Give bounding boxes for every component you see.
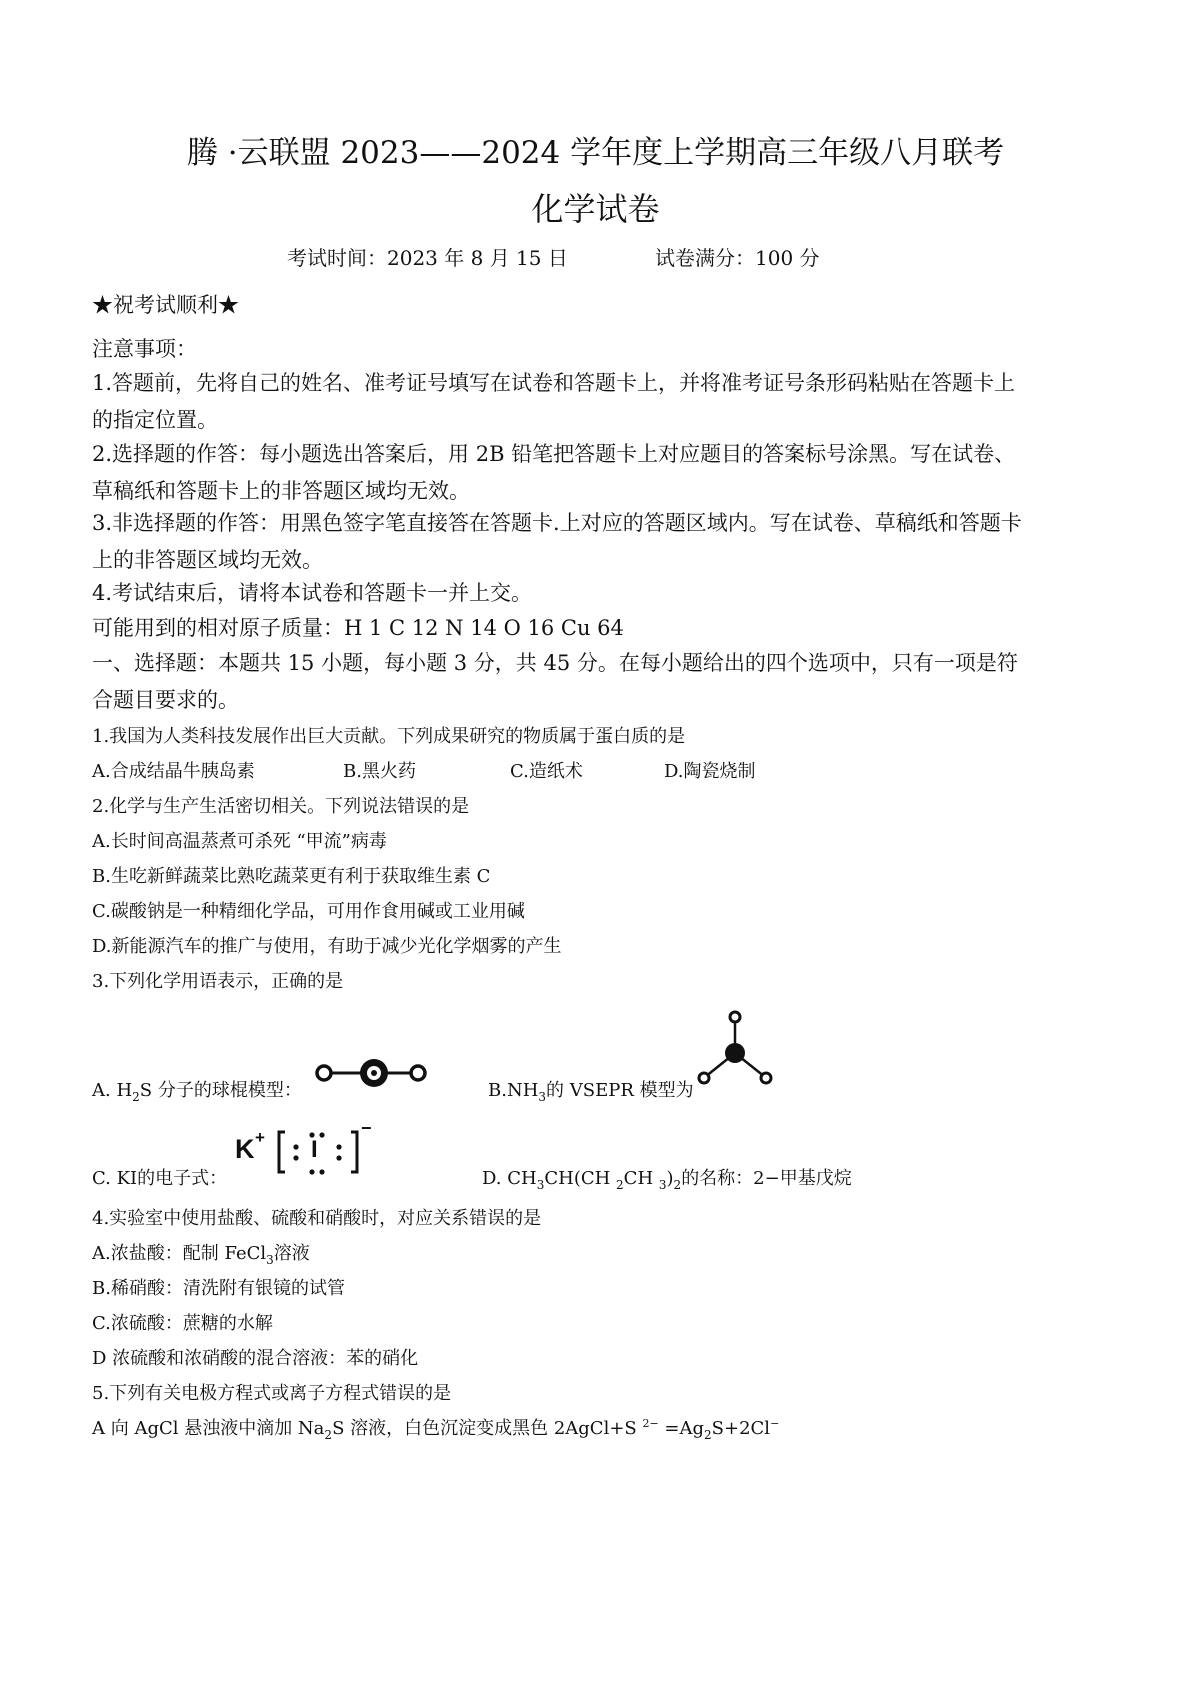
h2s-ball-stick-model	[308, 1056, 433, 1090]
q5-stem: 5.下列有关电极方程式或离子方程式错误的是	[92, 1383, 452, 1404]
note-item: 3.非选择题的作答：用黑色签字笔直接答在答题卡.上对应的答题区域内。写在试卷、草稿纸和答题卡上的非答题区域均无效。	[92, 511, 1022, 572]
full-score: 试卷满分：100 分	[655, 246, 820, 270]
notes-heading: 注意事项：	[92, 337, 197, 361]
exam-subtitle: 化学试卷	[531, 190, 660, 228]
q1-option-b: B.黑火药	[343, 761, 416, 782]
q3-option-c: C. KI的电子式：	[92, 1168, 228, 1189]
q3-stem: 3.下列化学用语表示，正确的是	[92, 971, 344, 992]
q4-option-a: A.浓盐酸：配制 FeCl$_3$溶液	[92, 1243, 310, 1267]
q4-stem: 4.实验室中使用盐酸、硫酸和硝酸时，对应关系错误的是	[92, 1208, 542, 1229]
blessing: ★祝考试顺利★	[92, 293, 239, 317]
q2-option-c: C.碳酸钠是一种精细化学品，可用作食用碱或工业用碱	[92, 901, 525, 922]
q2-option-d: D.新能源汽车的推广与使用，有助于减少光化学烟雾的产生	[92, 936, 562, 957]
q1-stem: 1.我国为人类科技发展作出巨大贡献。下列成果研究的物质属于蛋白质的是	[92, 726, 686, 747]
q4-option-c: C.浓硫酸：蔗糖的水解	[92, 1313, 273, 1334]
q2-option-b: B.生吃新鲜蔬菜比熟吃蔬菜更有利于获取维生素 C	[92, 866, 491, 887]
note-item: 1.答题前，先将自己的姓名、准考证号填写在试卷和答题卡上，并将准考证号条形码粘贴在答题卡上的指定位置。	[92, 371, 1016, 432]
section-heading: 一、选择题：本题共 15 小题，每小题 3 分，共 45 分。在每小题给出的四个选项中，只有一项是符合题目要求的。	[92, 651, 1018, 712]
atomic-mass-line: 可能用到的相对原子质量：H 1 C 12 N 14 O 16 Cu 64	[92, 616, 624, 640]
q1-option-a: A.合成结晶牛胰岛素	[92, 761, 255, 782]
exam-page: 腾 ·云联盟 2023——2024 学年度上学期高三年级八月联考 化学试卷 考试时间：2023 年 8 月 15 日 试卷满分：100 分 ★祝考试顺利★ 注意事项： 1.答题前，先将自己的姓名、准考证号填写在试卷和答题卡上，并将准考证号条形码粘贴在答题卡上的指定位置。 2.选择题的作答：每小题选出答案后，用 2B 铅笔把答题卡上对应题目的答案标号涂黑。写在试卷、草稿纸和答题卡上的非答题区域均无效。 3.非选择题的作答：用黑色签字笔直接答在答题卡.上对应的答题区域内。写在试卷、草稿纸和答题卡上的非答题区域均无效。 4.考试结束后，请将本试卷和答题卡一并上交。 可能用到的相对原子质量：H 1 C 12 N 14 O 16 Cu 64 一、选择题：本题共 15 小题，每小题 3 分，共 45 分。在每小题给出的四个选项中，只有一项是符合题目要求的。 1.我国为人类科技发展作出巨大贡献。下列成果研究的物质属于蛋白质的是 A.合成结晶牛胰岛素 B.黑火药 C.造纸术 D.陶瓷烧制 2.化学与生产生活密切相关。下列说法错误的是 A.长时间高温蒸煮可杀死 “甲流”病毒 B.生吃新鲜蔬菜比熟吃蔬菜更有利于获取维生素 C C.碳酸钠是一种精细化学品，可用作食用碱或工业用碱 D.新能源汽车的推广与使用，有助于减少光化学烟雾的产生 3.下列化学用语表示，正确的是 A. $H_2S$ 分子的球棍模型： $B.NH_3$的 VSEPR 模型为 C. KI的电子式： K + I − D. $CH_3CH(CH$ $_2$CH $_3)_2$的名称：2−甲基戊烷 4.实验室中使用盐酸、硫酸和硝酸时，对应关系错误的是 A.浓盐酸：配制 FeCl$_3$溶液 B.稀硝酸：清洗附有银镜的试管 C.浓硫酸：蔗糖的水解 D 浓硫酸和浓硝酸的混合溶液：苯的硝化 5.下列有关电极方程式或离子方程式错误的是 A 向 AgCl 悬浊液中滴加 $Na_2S$ 溶液，白色沉淀变成黑色 2AgCl+S $^{2-} =Ag_2S+2Cl^-$	[0, 0, 1191, 1684]
exam-time: 考试时间：2023 年 8 月 15 日	[287, 246, 568, 270]
note-item: 2.选择题的作答：每小题选出答案后，用 2B 铅笔把答题卡上对应题目的答案标号涂黑。写在试卷、草稿纸和答题卡上的非答题区域均无效。	[92, 442, 1016, 503]
q1-option-d: D.陶瓷烧制	[664, 761, 756, 782]
q5-option-a: A 向 AgCl 悬浊液中滴加 $Na_2S$ 溶液，白色沉淀变成黑色 2AgCl+S $^{2-} =Ag_2S+2Cl^-$	[92, 1417, 780, 1442]
q3-option-d: D. $CH_3CH(CH$ $_2$CH $_3)_2$的名称：2−甲基戊烷	[482, 1168, 852, 1192]
q3-option-a: A. $H_2S$ 分子的球棍模型：	[92, 1080, 302, 1104]
exam-title: 腾 ·云联盟 2023——2024 学年度上学期高三年级八月联考	[186, 135, 1005, 171]
q3-option-b: $B.NH_3$的 VSEPR 模型为	[488, 1080, 694, 1104]
q1-option-c: C.造纸术	[510, 761, 583, 782]
q2-stem: 2.化学与生产生活密切相关。下列说法错误的是	[92, 796, 470, 817]
note-item: 4.考试结束后，请将本试卷和答题卡一并上交。	[92, 581, 533, 605]
q4-option-b: B.稀硝酸：清洗附有银镜的试管	[92, 1278, 345, 1299]
q2-option-a: A.长时间高温蒸煮可杀死 “甲流”病毒	[92, 831, 387, 852]
nh3-vsepr-model	[693, 1005, 778, 1090]
q4-option-d: D 浓硫酸和浓硝酸的混合溶液：苯的硝化	[92, 1348, 419, 1369]
